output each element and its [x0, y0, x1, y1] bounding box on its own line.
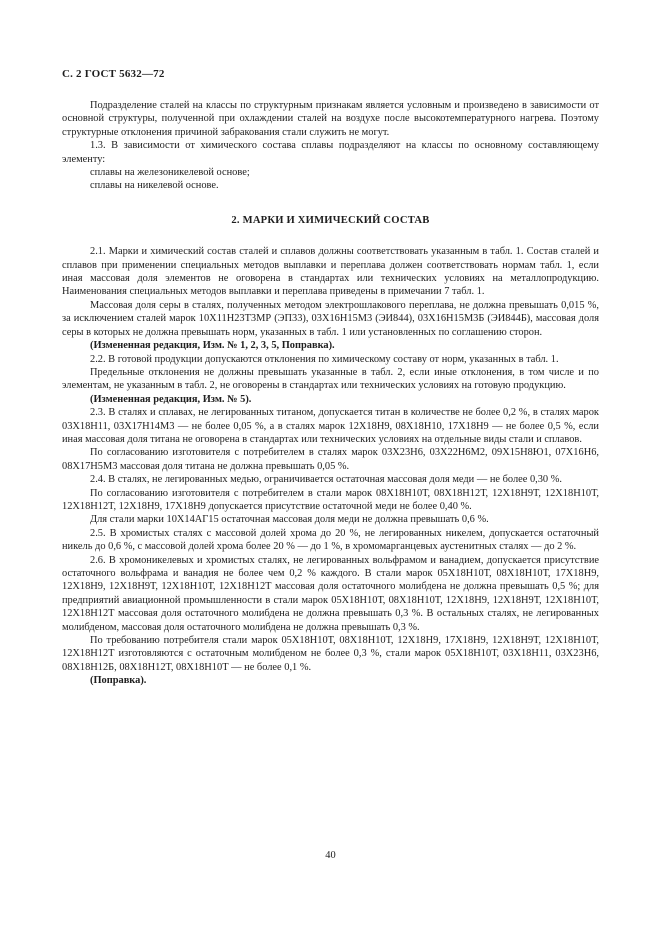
- amendment-note: (Измененная редакция, Изм. № 1, 2, 3, 5, Поправка).: [90, 340, 335, 352]
- amendment-note: (Измененная редакция, Изм. № 5).: [90, 393, 252, 405]
- paragraph: Для стали марки 10Х14АГ15 остаточная массовая доля меди не должна превышать 0,6 %.: [90, 514, 489, 526]
- running-header: С. 2 ГОСТ 5632—72: [62, 68, 165, 80]
- paragraph: 2.6. В хромоникелевых и хромистых сталях, не легированных вольфрамом и ванадием, допускается присутствие остаточного вольфрама и ванадия не более чем 0,2 % каждого. В стали марок 05Х18Н10Т, 08Х18Н10Т, 17Х18Н9, 12Х18Н9, 12Х18Н9Т, 12Х18Н10Т, 12Х18Н12Т массовая доля остаточного молибдена не должна превышать 0,5 %; для предприятий авиационной промышленности в стали марок 05Х18Н10Т, 08Х18Н10Т, 12Х18Н9, 12Х18Н9Т, 12Х18Н10Т, 12Х18Н12Т массовая доля остаточного молибдена не должна превышать 0,3 %. В остальных сталях, не легированных молибденом, массовая доля остаточного молибдена не должна превышать 0,3 %.: [62, 554, 599, 633]
- paragraph: Массовая доля серы в сталях, полученных методом электрошлакового переплава, не должна превышать 0,015 %, за исключением сталей марок 10Х11Н23Т3МР (ЭП33), 03Х16Н15М3 (ЭИ844), 03Х16Н15М3Б (ЭИ844Б), массовая доля серы в которых не должна превышать норм, указанных в табл. 1 или установленных по соглашению сторон.: [62, 299, 599, 338]
- paragraph: 2.3. В сталях и сплавах, не легированных титаном, допускается титан в количестве не более 0,2 %, в сталях марок 03Х18Н11, 03Х17Н14М3 — не более 0,05 %, а в сталях марок 12Х18Н9, 08Х18Н10, 17Х18Н9 — не более 0,5 %, если иная массовая доля титана не оговорена в стандартах или технических условиях на отдельные виды стали и сплавов.: [62, 407, 599, 445]
- paragraph: По требованию потребителя стали марок 05Х18Н10Т, 08Х18Н10Т, 12Х18Н9, 17Х18Н9, 12Х18Н9Т, 12Х18Н10Т, 12Х18Н12Т изготовляются с остаточным молибденом не более 0,3 %, стали марок 05Х18Н10Т, 03Х18Н11, 03Х23Н6, 08Х18Н12Б, 08Х18Н12Т, 08Х18Н10Т — не более 0,1 %.: [62, 635, 599, 673]
- paragraph: 2.5. В хромистых сталях с массовой долей хрома до 20 %, не легированных никелем, допускается остаточный никель до 0,6 %, с массовой долей хрома более 20 % — до 1 %, в хромомарганцевых аустенитных сталях — до 2 %.: [62, 527, 599, 553]
- paragraph: Предельные отклонения не должны превышать указанные в табл. 2, если иные отклонения, в том числе и по элементам, не указанным в табл. 2, не оговорены в стандартах или технических условиях на готовую продукцию.: [62, 366, 599, 392]
- paragraph: 2.4. В сталях, не легированных медью, ограничивается остаточная массовая доля меди — не более 0,30 %.: [90, 474, 562, 486]
- paragraph: сплавы на железоникелевой основе;: [90, 167, 250, 179]
- paragraph: По согласованию изготовителя с потребителем в стали марок 08Х18Н10Т, 08Х18Н12Т, 12Х18Н9Т, 12Х18Н10Т, 12Х18Н12Т, 12Х18Н9, 17Х18Н9 допускается присутствие остаточной меди не более 0,40 %.: [62, 487, 599, 512]
- section-heading: 2. МАРКИ И ХИМИЧЕСКИЙ СОСТАВ: [231, 214, 430, 226]
- paragraph: 1.3. В зависимости от химического состава сплавы подразделяют на классы по основному составляющему элементу:: [62, 140, 599, 165]
- paragraph: сплавы на никелевой основе.: [90, 180, 219, 192]
- page-number: 40: [325, 850, 336, 861]
- amendment-note: (Поправка).: [90, 675, 147, 687]
- paragraph: 2.1. Марки и химический состав сталей и сплавов должны соответствовать указанным в табл. 1. Состав сталей и сплавов при применении специальных методов выплавки и переплава должен соответствовать нормам табл. 1, если иная массовая доля элементов не оговорена в стандартах или технических условиях на металлопродукцию. Наименования специальных методов выплавки и переплава приведены в примечании 7 табл. 1.: [62, 246, 599, 298]
- paragraph: Подразделение сталей на классы по структурным признакам является условным и произведено в зависимости от основной структуры, полученной при охлаждении сталей на воздухе после высокотемпературного нагрева. Поэтому структурные отклонения причиной забракования стали служить не могут.: [62, 100, 599, 138]
- paragraph: По согласованию изготовителя с потребителем в сталях марок 03Х23Н6, 03Х22Н6М2, 09Х15Н8Ю1, 07Х16Н6, 08Х17Н5М3 массовая доля титана не должна превышать 0,05 %.: [62, 447, 599, 472]
- body-text: [62, 99, 599, 688]
- paragraph: 2.2. В готовой продукции допускаются отклонения по химическому составу от норм, указанных в табл. 1.: [90, 353, 559, 365]
